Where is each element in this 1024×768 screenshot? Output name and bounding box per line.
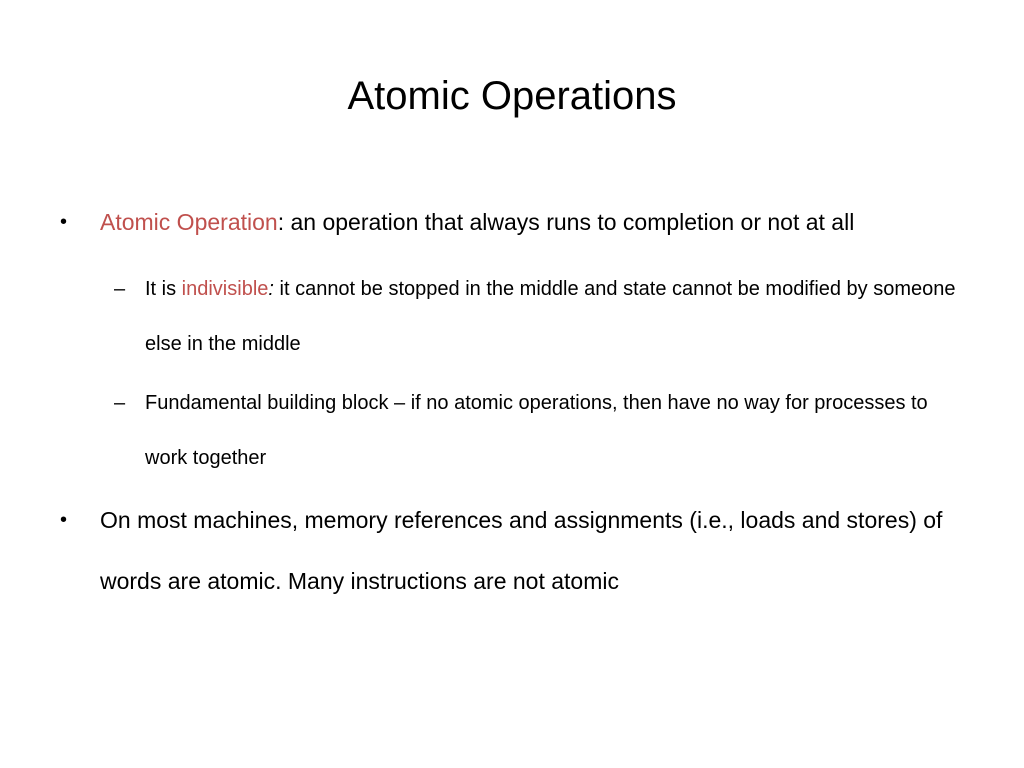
sub-bullet-prefix: It is: [145, 278, 182, 300]
slide-content: [60, 192, 960, 621]
sub-bullet-marker: –: [114, 278, 126, 300]
bullet-text: On most machines, memory references and assignments (i.e., loads and stores) of words are atomic. Many instructions are not atomic: [100, 507, 943, 594]
term-colon: :: [268, 278, 274, 300]
term-indivisible: indivisible: [181, 278, 269, 300]
term-atomic-operation: Atomic Operation: [100, 209, 278, 235]
sub-bullet-indivisible: [100, 262, 960, 372]
sub-bullet-marker: –: [114, 392, 126, 414]
bullet-marker: •: [60, 211, 68, 233]
sub-bullet-text: it cannot be stopped in the middle and state cannot be modified by someone else in the middle: [145, 278, 956, 355]
bullet-marker: •: [60, 509, 68, 531]
sub-bullet-text: Fundamental building block – if no atomic operations, then have no way for processes to work together: [145, 392, 928, 469]
slide-title: Atomic Operations: [347, 74, 677, 118]
bullet-atomic-operation: [60, 192, 960, 253]
sub-bullet-building-block: [100, 376, 960, 486]
bullet-text: : an operation that always runs to completion or not at all: [277, 209, 855, 235]
bullet-memory-references: [60, 490, 960, 612]
